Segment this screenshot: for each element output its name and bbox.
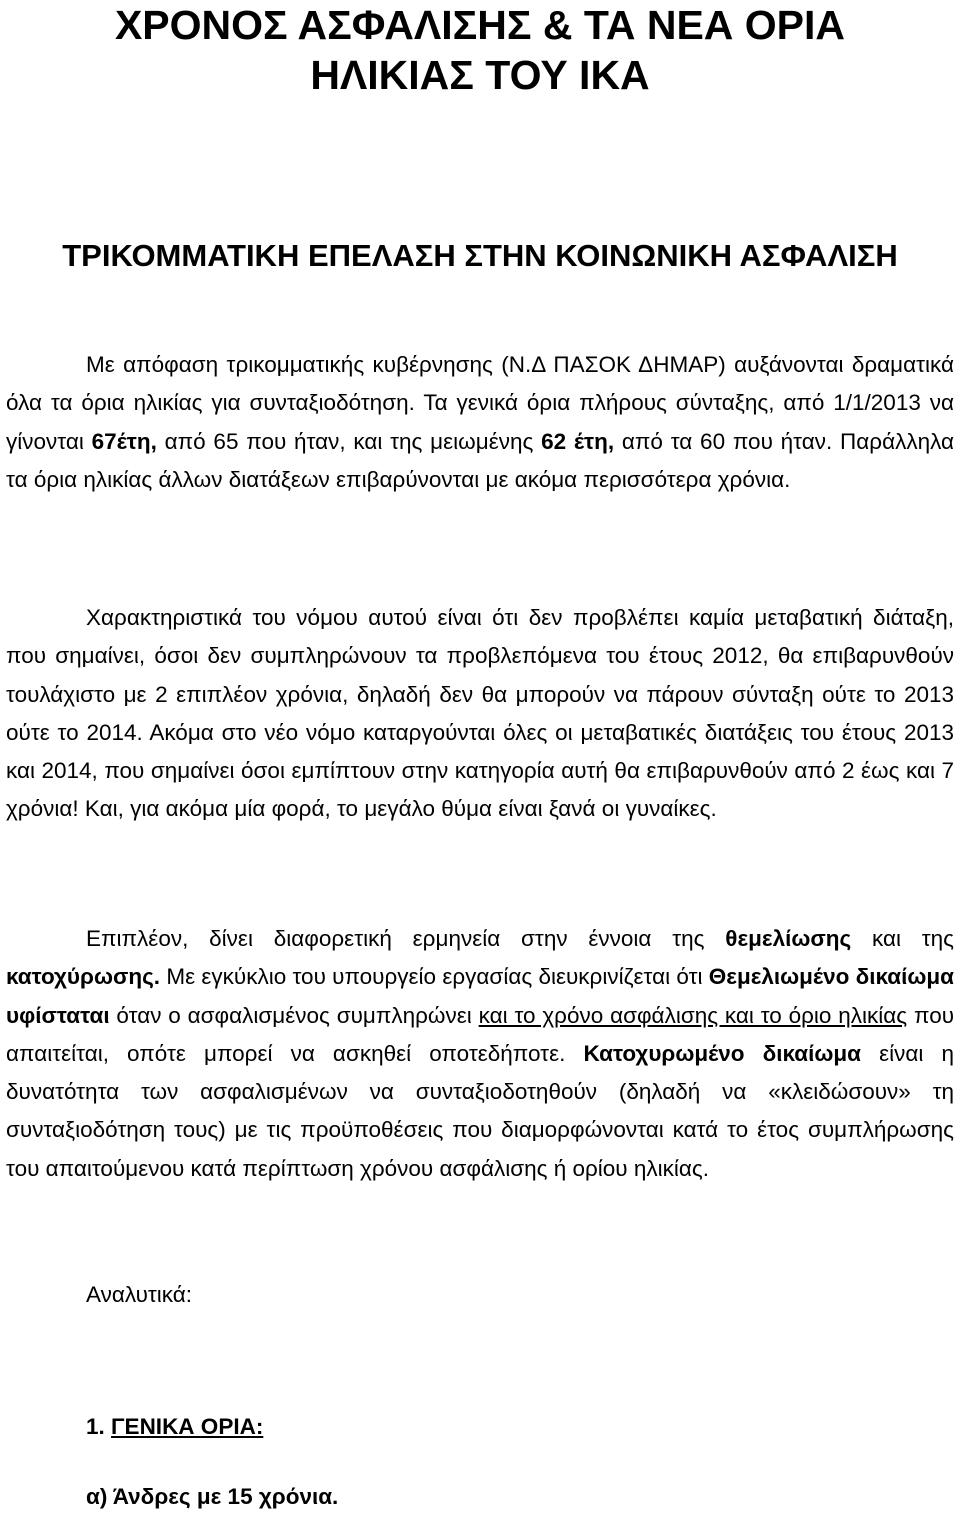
p3-text-f: που απαιτείται, οπότε μπορεί να ασκηθεί οποτεδήποτε. <box>6 1002 955 1066</box>
paragraph-definitions <box>6 920 954 1188</box>
p3-bold-themeliosis: θεμελίωσης <box>725 926 852 951</box>
analytic-label: Αναλυτικά: <box>86 1282 192 1307</box>
p3-text-e: όταν ο ασφαλισμένος συμπληρώνει <box>109 1002 479 1028</box>
p3-text-d: Με εγκύκλιο του υπουργείο εργασίας διευκρινίζεται ότι <box>160 964 709 990</box>
p1-bold-67: 67έτη, <box>91 428 157 454</box>
p1-text-d: από τα 60 που ήταν. Παράλληλα τα όρια ηλικίας άλλων διατάξεων επιβαρύνονται με ακόμα περισσότερα χρόνια. <box>6 428 955 492</box>
paragraph-intro <box>6 346 954 499</box>
page-subtitle: ΤΡΙΚΟΜΜΑΤΙΚΗ ΕΠΕΛΑΣΗ ΣΤΗΝ ΚΟΙΝΩΝΙΚΗ ΑΣΦΑΛΙΣΗ <box>62 238 898 273</box>
section-number: 1. <box>86 1414 112 1439</box>
page-title <box>0 0 960 100</box>
p3-bold-katochyrosis: κατοχύρωσης. <box>6 964 161 990</box>
p1-text-a: Με απόφαση τρικομματικής κυβέρνησης (Ν.Δ ΠΑΣΟΚ ΔΗΜΑΡ) αυξάνονται δραματικά όλα τα όρια ηλικίας για συνταξιοδότηση. Τα γενικά όρια πλήρους σύνταξης, από 1/1/2013 να γίνονται <box>6 352 954 454</box>
section-label: ΓΕΝΙΚΑ ΟΡΙΑ: <box>111 1414 264 1439</box>
p3-text-g: είναι η δυνατότητα των ασφαλισμένων να συνταξιοδοτηθούν (δηλαδή να «κλειδώσουν» τη συνταξιοδότηση τους) με τις προϋποθέσεις που διαμορφώνονται κατά το έτος συμπλήρωσης του απαιτούμενου κατά περίπτωση χρόνου ασφάλισης ή ορίου ηλικίας. <box>6 1040 954 1181</box>
title-line-2: ΗΛΙΚΙΑΣ ΤΟΥ ΙΚΑ <box>310 52 650 98</box>
list-item-men: α) Άνδρες με 15 χρόνια. <box>86 1484 339 1509</box>
section-heading-general-limits <box>86 1414 263 1440</box>
p1-text-c: από 65 που ήταν, και της μειωμένης <box>156 428 542 454</box>
title-line-1: ΧΡΟΝΟΣ ΑΣΦΑΛΙΣΗΣ & ΤΑ ΝΕΑ ΟΡΙΑ <box>114 2 846 48</box>
p3-underlined-phrase: και το χρόνο ασφάλισης και το όριο ηλικίας <box>478 1002 908 1028</box>
p3-bold-themeliomeno: Θεμελιωμένο δικαίωμα υφίσταται <box>6 964 954 1028</box>
p3-text-a: Επιπλέον, δίνει διαφορετική ερμηνεία στην έννοια της <box>86 926 726 951</box>
paragraph-characteristics: Χαρακτηριστικά του νόμου αυτού είναι ότι δεν προβλέπει καμία μεταβατική διάταξη, που σημαίνει, όσοι δεν συμπληρώνουν τα προβλεπόμενα του έτους 2012, θα επιβαρυνθούν τουλάχιστο με 2 επιπλέον χρόνια, δηλαδή δεν θα μπορούν να πάρουν σύνταξη ούτε το 2013 ούτε το 2014. Ακόμα στο νέο νόμο καταργούνται όλες οι μεταβατικές διατάξεις του έτους 2013 και 2014, που σημαίνει όσοι εμπίπτουν στην κατηγορία αυτή θα επιβαρυνθούν από 2 έως και 7 χρόνια! Και, για ακόμα μία φορά, το μεγάλο θύμα είναι ξανά οι γυναίκες. <box>6 605 954 822</box>
p3-text-c: και της <box>851 926 955 951</box>
p1-bold-62: 62 έτη, <box>541 428 615 454</box>
p3-bold-katochyromeno: Κατοχυρωμένο δικαίωμα <box>583 1040 861 1066</box>
